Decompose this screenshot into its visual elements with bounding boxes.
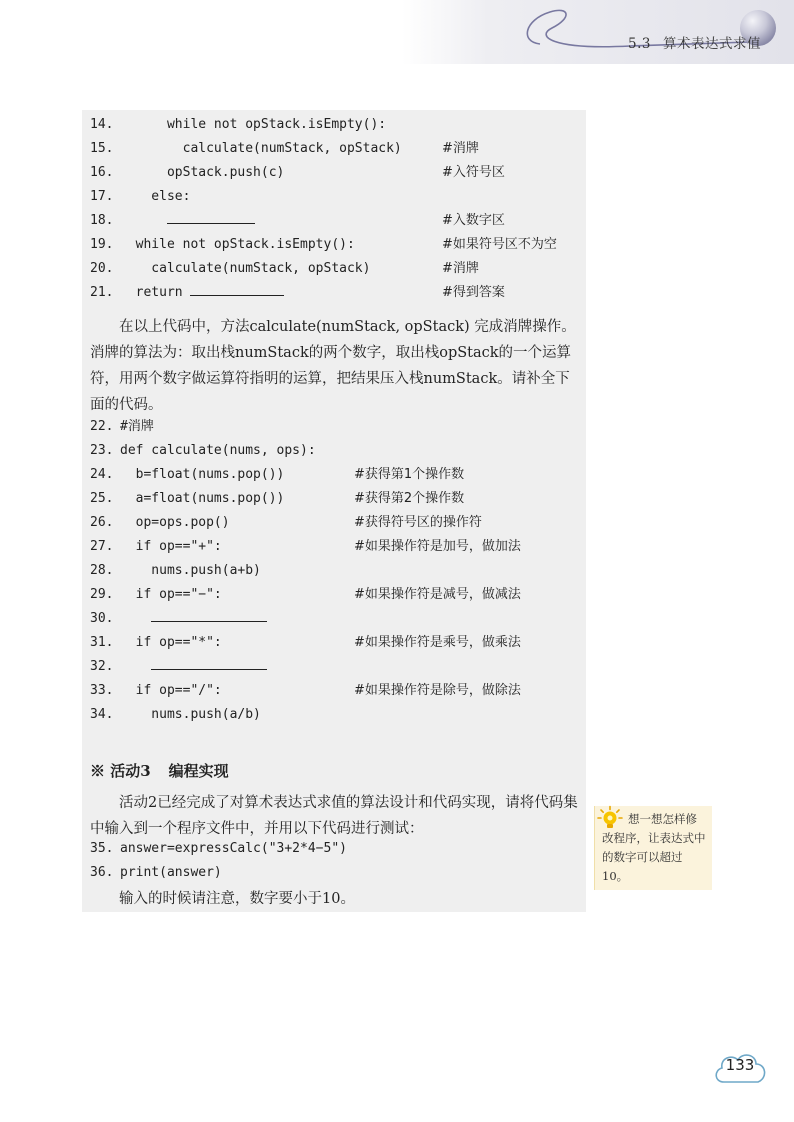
fill-in-blank [151,608,267,622]
line-number: 29. [90,587,114,602]
section-title: 算术表达式求值 [662,36,761,52]
code-text: if op=="−": [120,587,222,602]
code-comment: #入符号区 [442,165,505,180]
code-line [90,704,580,726]
code-comment: #如果操作符是除号，做除法 [354,683,521,698]
code-line [90,258,580,280]
code-line [90,560,580,582]
section-heading [628,32,761,52]
code-comment: #得到答案 [442,285,505,300]
line-number: 35. [90,841,114,856]
line-number: 34. [90,707,114,722]
activity-label: ※ 活动3 [90,762,151,780]
code-text: calculate(numStack, opStack) [120,261,371,276]
code-line [90,488,580,510]
code-comment: #获得符号区的操作符 [354,515,482,530]
code-text: print(answer) [120,865,222,880]
code-text: while not opStack.isEmpty(): [120,237,355,252]
code-text: return [120,282,284,304]
code-line [90,536,580,558]
fill-in-blank [151,656,267,670]
code-comment: #如果符号区不为空 [442,237,557,252]
code-line [90,138,580,160]
code-text: while not opStack.isEmpty(): [120,117,387,132]
code-line [90,584,580,606]
line-number: 15. [90,141,114,156]
code-line [90,162,580,184]
code-comment: #消牌 [442,141,479,156]
code-line [90,416,580,438]
code-line [90,186,580,208]
line-number: 16. [90,165,114,180]
code-text: if op=="+": [120,539,222,554]
fill-in-blank [167,210,255,224]
paragraph-1 [90,314,584,418]
code-line [90,680,580,702]
code-line [90,838,580,860]
code-comment: #获得第1个操作数 [354,467,465,482]
code-text: if op=="*": [120,635,222,650]
code-comment: #消牌 [442,261,479,276]
code-line [90,464,580,486]
code-line [90,440,580,462]
activity-title: 编程实现 [168,762,229,780]
line-number: 33. [90,683,114,698]
code-line [90,210,580,232]
code-line [90,632,580,654]
code-text [120,210,255,232]
code-line [90,234,580,256]
line-number: 20. [90,261,114,276]
page-number: 133 [725,1056,755,1074]
paragraph-2 [90,790,584,842]
line-number: 17. [90,189,114,204]
code-line [90,862,580,884]
code-line [90,608,580,630]
line-number: 19. [90,237,114,252]
paragraph-2-text: 活动2已经完成了对算术表达式求值的算法设计和代码实现，请将代码集中输入到一个程序文件中，并用以下代码进行测试： [90,795,578,837]
paragraph-1-text: 在以上代码中，方法calculate(numStack, opStack) 完成消牌操作。消牌的算法为：取出栈numStack的两个数字，取出栈opStack的一个运算符，用两个数字做运算符指明的运算，把结果压入栈numStack。请补全下面的代码。 [90,319,576,413]
line-number: 30. [90,611,114,626]
code-text: a=float(nums.pop()) [120,491,285,506]
paragraph-3-text: 输入的时候请注意，数字要小于10。 [119,891,355,907]
line-number: 32. [90,659,114,674]
tip-text: 想一想怎样修改程序，让表达式中的数字可以超过10。 [602,812,706,883]
code-line [90,114,580,136]
line-number: 25. [90,491,114,506]
code-comment: #入数字区 [442,213,505,228]
line-number: 24. [90,467,114,482]
activity-heading [90,760,229,781]
code-line [90,282,580,304]
code-text: else: [120,189,191,204]
line-number: 27. [90,539,114,554]
line-number: 31. [90,635,114,650]
section-number: 5.3 [628,36,651,52]
line-number: 36. [90,865,114,880]
code-text: nums.push(a/b) [120,707,261,722]
code-text [120,656,267,678]
code-text [120,608,267,630]
code-text: answer=expressCalc("3+2*4−5") [120,841,347,856]
fill-in-blank [190,282,284,296]
line-number: 21. [90,285,114,300]
line-number: 22. [90,419,114,434]
code-comment: #如果操作符是乘号，做乘法 [354,635,521,650]
code-text: op=ops.pop() [120,515,230,530]
line-number: 18. [90,213,114,228]
code-line [90,512,580,534]
line-number: 14. [90,117,114,132]
line-number: 28. [90,563,114,578]
code-text: opStack.push(c) [120,165,285,180]
line-number: 26. [90,515,114,530]
code-line [90,656,580,678]
code-comment: #如果操作符是减号，做减法 [354,587,521,602]
code-text: def calculate(nums, ops): [120,443,316,458]
paragraph-3 [90,886,584,912]
code-text: b=float(nums.pop()) [120,467,285,482]
code-text: #消牌 [120,419,154,434]
code-comment: #如果操作符是加号，做加法 [354,539,521,554]
code-comment: #获得第2个操作数 [354,491,465,506]
code-text: if op=="/": [120,683,222,698]
code-text: nums.push(a+b) [120,563,261,578]
line-number: 23. [90,443,114,458]
code-text: calculate(numStack, opStack) [120,141,402,156]
